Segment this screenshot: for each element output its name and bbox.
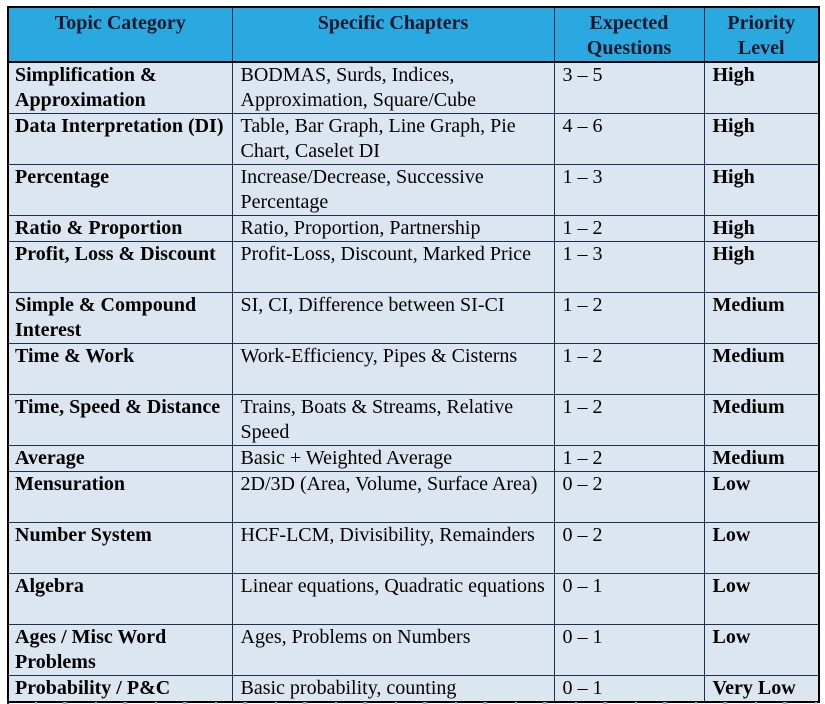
cell-chapters: 2D/3D (Area, Volume, Surface Area) — [232, 472, 554, 523]
cell-topic: Average — [8, 446, 232, 472]
cell-expected: 0 – 1 — [554, 574, 704, 625]
table-row — [8, 574, 819, 625]
table-row — [8, 114, 819, 165]
column-header-topic-category: Topic Category — [8, 7, 232, 62]
table-row — [8, 242, 819, 293]
cell-priority: High — [704, 165, 819, 216]
cell-priority: Low — [704, 625, 819, 676]
cell-priority: High — [704, 242, 819, 293]
cell-topic: Number System — [8, 523, 232, 574]
cell-topic: Ratio & Proportion — [8, 216, 232, 242]
cell-topic: Ages / Misc Word Problems — [8, 625, 232, 676]
cell-chapters: Profit-Loss, Discount, Marked Price — [232, 242, 554, 293]
cell-expected: 0 – 2 — [554, 472, 704, 523]
cell-chapters: Work-Efficiency, Pipes & Cisterns — [232, 344, 554, 395]
cell-priority: High — [704, 114, 819, 165]
table-row — [8, 344, 819, 395]
cell-priority: High — [704, 216, 819, 242]
cell-topic: Time & Work — [8, 344, 232, 395]
table-row — [8, 472, 819, 523]
cell-chapters: HCF-LCM, Divisibility, Remainders — [232, 523, 554, 574]
cell-topic: Simple & Compound Interest — [8, 293, 232, 344]
cell-priority: Medium — [704, 293, 819, 344]
column-header-expected-questions: Expected Questions — [554, 7, 704, 62]
cell-expected: 1 – 3 — [554, 165, 704, 216]
cell-priority: Medium — [704, 446, 819, 472]
table-row — [8, 216, 819, 242]
cell-topic: Data Interpretation (DI) — [8, 114, 232, 165]
cell-expected: 3 – 5 — [554, 62, 704, 114]
cutoff-next-row-remnant — [7, 699, 820, 704]
table-row — [8, 625, 819, 676]
cell-priority: Low — [704, 472, 819, 523]
cell-topic: Algebra — [8, 574, 232, 625]
cell-topic: Percentage — [8, 165, 232, 216]
cell-topic: Mensuration — [8, 472, 232, 523]
column-header-priority-level: Priority Level — [704, 7, 819, 62]
cell-chapters: Ratio, Proportion, Partnership — [232, 216, 554, 242]
cell-chapters: Increase/Decrease, Successive Percentage — [232, 165, 554, 216]
table-row — [8, 395, 819, 446]
cell-expected: 1 – 2 — [554, 293, 704, 344]
table-row — [8, 446, 819, 472]
cell-priority: Medium — [704, 344, 819, 395]
cell-chapters: Trains, Boats & Streams, Relative Speed — [232, 395, 554, 446]
cell-expected: 0 – 2 — [554, 523, 704, 574]
cell-priority: Low — [704, 523, 819, 574]
cell-expected: 1 – 2 — [554, 395, 704, 446]
cell-expected: 1 – 2 — [554, 344, 704, 395]
cell-priority: Very Low — [704, 676, 819, 703]
cell-priority: Low — [704, 574, 819, 625]
cell-chapters: Table, Bar Graph, Line Graph, Pie Chart, Caselet DI — [232, 114, 554, 165]
table-row — [8, 165, 819, 216]
cell-chapters: Basic probability, counting — [232, 676, 554, 703]
table-row — [8, 62, 819, 114]
cell-chapters: Basic + Weighted Average — [232, 446, 554, 472]
cell-expected: 4 – 6 — [554, 114, 704, 165]
cell-expected: 1 – 3 — [554, 242, 704, 293]
cell-topic: Time, Speed & Distance — [8, 395, 232, 446]
cell-expected: 1 – 2 — [554, 446, 704, 472]
cell-topic: Probability / P&C — [8, 676, 232, 703]
table-row — [8, 523, 819, 574]
cell-topic: Simplification & Approximation — [8, 62, 232, 114]
cell-priority: Medium — [704, 395, 819, 446]
table-row — [8, 293, 819, 344]
cell-expected: 0 – 1 — [554, 625, 704, 676]
cell-priority: High — [704, 62, 819, 114]
cell-topic: Profit, Loss & Discount — [8, 242, 232, 293]
column-header-specific-chapters: Specific Chapters — [232, 7, 554, 62]
cell-expected: 0 – 1 — [554, 676, 704, 703]
cell-chapters: Ages, Problems on Numbers — [232, 625, 554, 676]
topic-priority-table — [7, 6, 820, 703]
cell-chapters: Linear equations, Quadratic equations — [232, 574, 554, 625]
cell-chapters: SI, CI, Difference between SI-CI — [232, 293, 554, 344]
table-header-row — [8, 7, 819, 62]
cell-expected: 1 – 2 — [554, 216, 704, 242]
cell-chapters: BODMAS, Surds, Indices, Approximation, Square/Cube — [232, 62, 554, 114]
